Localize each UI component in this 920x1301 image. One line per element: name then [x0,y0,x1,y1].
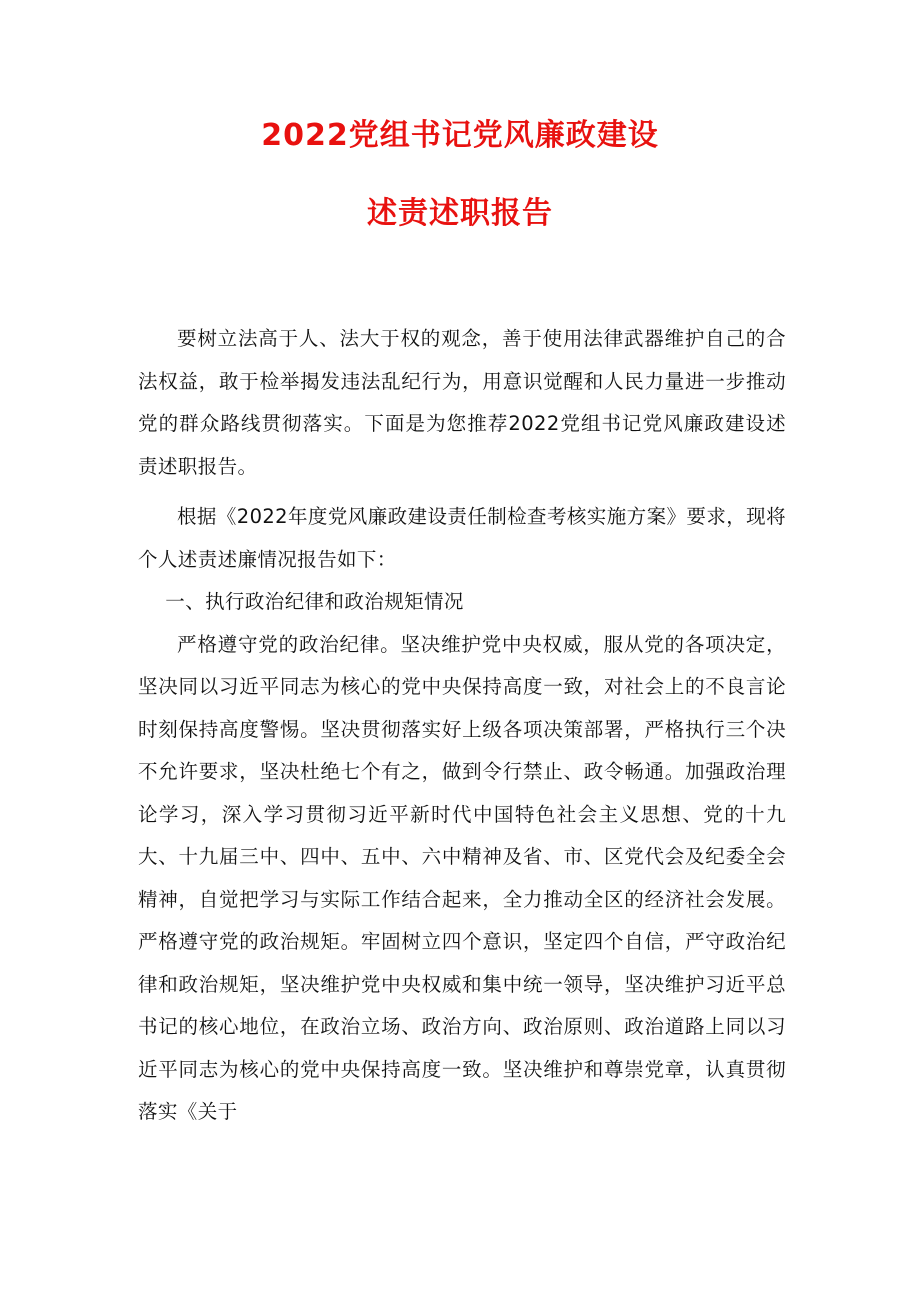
document-body [138,318,786,1134]
section-heading: 一、执行政治纪律和政治规矩情况 [165,590,464,613]
preface-paragraph: 根据《2022年度党风廉政建设责任制检查考核实施方案》要求，现将个人述责述廉情况报告如下： [138,505,786,571]
document-title-line1: 2022党组书记党风廉政建设 [261,118,659,153]
document-title-line2: 述责述职报告 [367,196,553,231]
intro-paragraph: 要树立法高于人、法大于权的观念，善于使用法律武器维护自己的合法权益，敢于检举揭发违法乱纪行为，用意识觉醒和人民力量进一步推动党的群众路线贯彻落实。下面是为您推荐2022党组书记党风廉政建设述责述职报告。 [138,327,786,478]
section-body-paragraph: 严格遵守党的政治纪律。坚决维护党中央权威，服从党的各项决定，坚决同以习近平同志为核心的党中央保持高度一致，对社会上的不良言论时刻保持高度警惕。坚决贯彻落实好上级各项决策部署，严格执行三个决不允许要求，坚决杜绝七个有之，做到令行禁止、政令畅通。加强政治理论学习，深入学习贯彻习近平新时代中国特色社会主义思想、党的十九大、十九届三中、四中、五中、六中精神及省、市、区党代会及纪委全会精神，自觉把学习与实际工作结合起来，全力推动全区的经济社会发展。严格遵守党的政治规矩。牢固树立四个意识，坚定四个自信，严守政治纪律和政治规矩，坚决维护党中央权威和集中统一领导，坚决维护习近平总书记的核心地位，在政治立场、政治方向、政治原则、政治道路上同以习近平同志为核心的党中央保持高度一致。坚决维护和尊崇党章，认真贯彻落实《关于 [138,632,786,1123]
